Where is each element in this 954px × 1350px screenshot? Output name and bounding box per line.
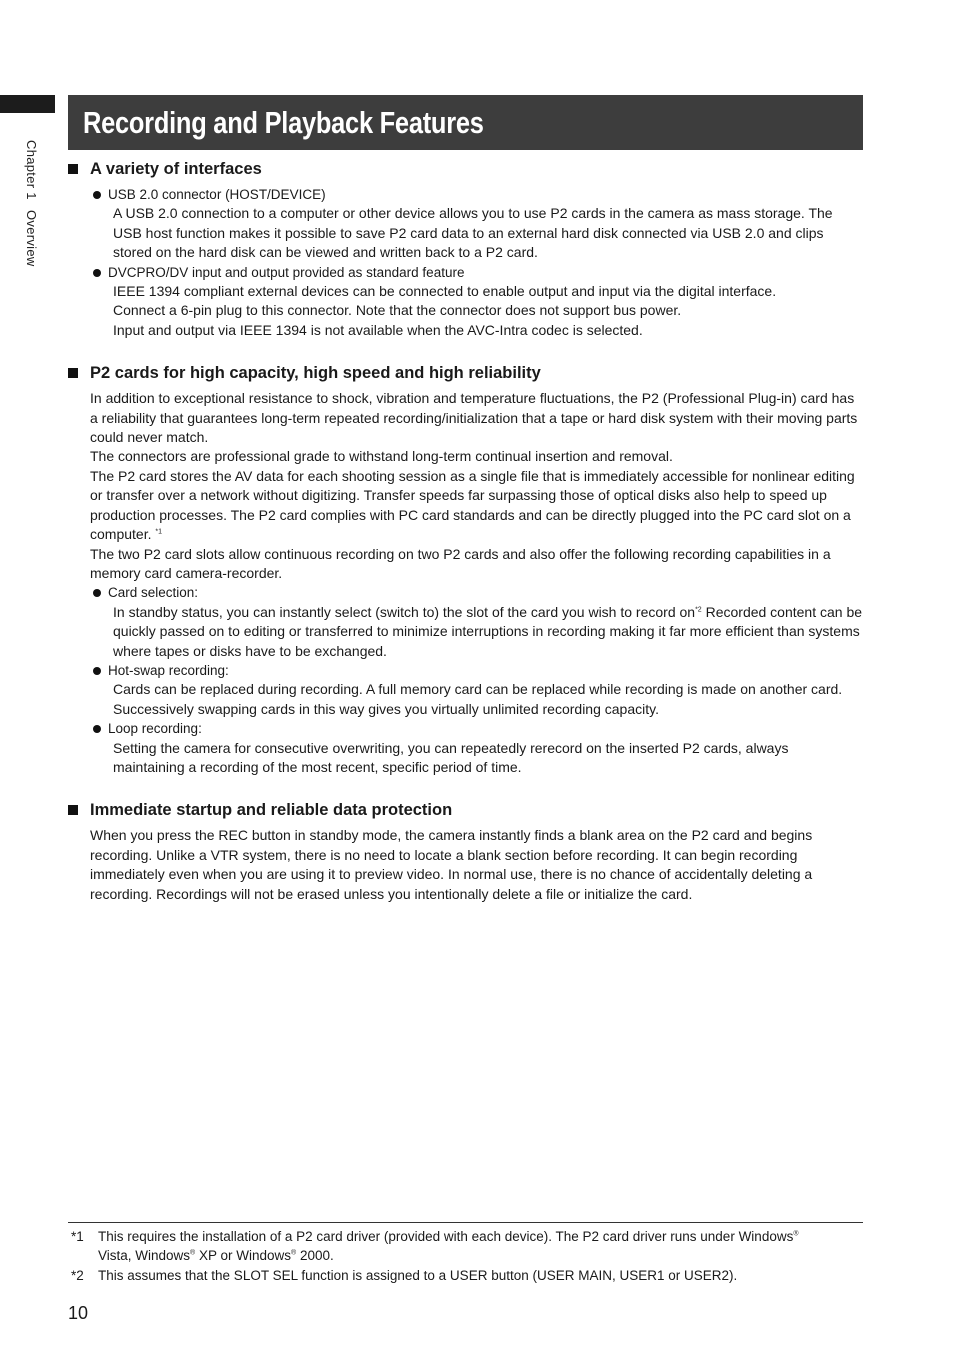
chapter-name: Overview (24, 209, 39, 267)
footnote-text: This requires the installation of a P2 card driver (provided with each device). The P2 card driver runs under Windows® Vista, Windows® XP or Windows® 2000. (98, 1229, 799, 1264)
page-number: 10 (68, 1303, 89, 1323)
dot-bullet-icon (93, 269, 101, 277)
body-paragraph: The P2 card stores the AV data for each shooting session as a single file that is immediately accessible for nonlinear editing or transfer over a network without digitizing. Transfer speeds far surpassing those of optical disks also help to speed up production processes. The P2 card complies with PC card standards and can be directly plugged into the PC card slot on a computer. $^{*1}$ (90, 467, 855, 543)
body-paragraph: The connectors are professional grade to withstand long-term continual insertion and removal. (90, 448, 673, 465)
section-heading: P2 cards for high capacity, high speed and high reliability (68, 362, 863, 384)
body-paragraph: The two P2 card slots allow continuous recording on two P2 cards and also offer the following recording capabilities in a memory card camera-recorder. (90, 545, 831, 581)
body-paragraph: When you press the REC button in standby mode, the camera instantly finds a blank area on the P2 card and begins recording. Unlike a VTR system, there is no need to locate a blank section before recording. It can begin recording immediately even when you are using it to preview video. In normal use, there is no chance of accidentally deleting a recording. Recordings will not be erased unless you intentionally delete a file or initialize the card. (90, 827, 813, 902)
dot-bullet-icon (93, 667, 101, 675)
bullet-description: Connect a 6-pin plug to this connector. Note that the connector does not support bus power. (113, 302, 682, 319)
chapter-tab-marker (0, 95, 55, 113)
bullet-description: Setting the camera for consecutive overwriting, you can repeatedly rerecord on the inserted P2 cards, always maintaining a recording of the most recent, specific period of time. (113, 739, 789, 775)
dot-bullet-icon (93, 191, 101, 199)
footnote-mark: *1 (71, 1229, 84, 1244)
dot-bullet-icon (93, 725, 101, 733)
bullet-description: Input and output via IEEE 1394 is not available when the AVC-Intra codec is selected. (113, 321, 643, 338)
bullet-description: A USB 2.0 connection to a computer or other device allows you to use P2 cards in the camera as mass storage. The USB host function makes it possible to save P2 card data to an external hard disk connected via USB 2.0 and clips stored on the hard disk can be viewed and written back to a P2 card. (113, 205, 833, 261)
square-bullet-icon (68, 164, 78, 174)
footnote-ref: *2 (695, 606, 702, 614)
section-heading: Immediate startup and reliable data protection (68, 799, 863, 821)
bullet-label: USB 2.0 connector (HOST/DEVICE) (68, 185, 863, 204)
bullet-description: Cards can be replaced during recording. A full memory card can be replaced while recording is made on another card. Successively swapping cards in this way gives you virtually unlimited recording capacity. (113, 681, 843, 717)
bullet-label: DVCPRO/DV input and output provided as standard feature (68, 263, 863, 282)
footnote-ref: *1 (155, 528, 162, 536)
square-bullet-icon (68, 805, 78, 815)
bullet-label: Card selection: (68, 583, 863, 602)
section-heading: A variety of interfaces (68, 158, 863, 180)
chapter-side-label (24, 140, 39, 266)
bullet-description: IEEE 1394 compliant external devices can be connected to enable output and input via the digital interface. (113, 283, 777, 300)
bullet-description: In standby status, you can instantly select (switch to) the slot of the card you wish to record $on^{*2}$ Recorded content can be quickly passed on to editing or transferred to minimize interruptions in recording making it far more efficient than systems where tapes or disks have to be exchanged. (113, 603, 863, 659)
footnotes (68, 1222, 863, 1285)
section-p2-cards (68, 362, 863, 777)
page-title: Recording and Playback Features (83, 104, 484, 140)
main-content (68, 158, 863, 904)
square-bullet-icon (68, 368, 78, 378)
footnote (68, 1266, 863, 1285)
chapter-number: Chapter 1 (24, 140, 39, 200)
bullet-label: Hot-swap recording: (68, 661, 863, 680)
section-startup (68, 799, 863, 904)
section-interfaces (68, 158, 863, 340)
footnote-mark: *2 (71, 1267, 84, 1283)
dot-bullet-icon (93, 589, 101, 597)
bullet-label: Loop recording: (68, 719, 863, 738)
page-title-bar (68, 95, 863, 150)
body-paragraph: In addition to exceptional resistance to shock, vibration and temperature fluctuations, the P2 (Professional Plug-in) card has a reliability that guarantees long-term repeated recording/initialization that a tape or hard disk system with their moving parts could never match. (90, 390, 858, 446)
footnote-text: This assumes that the SLOT SEL function is assigned to a USER button (USER MAIN, USER1 or USER2). (98, 1267, 738, 1283)
footnote (68, 1227, 863, 1266)
